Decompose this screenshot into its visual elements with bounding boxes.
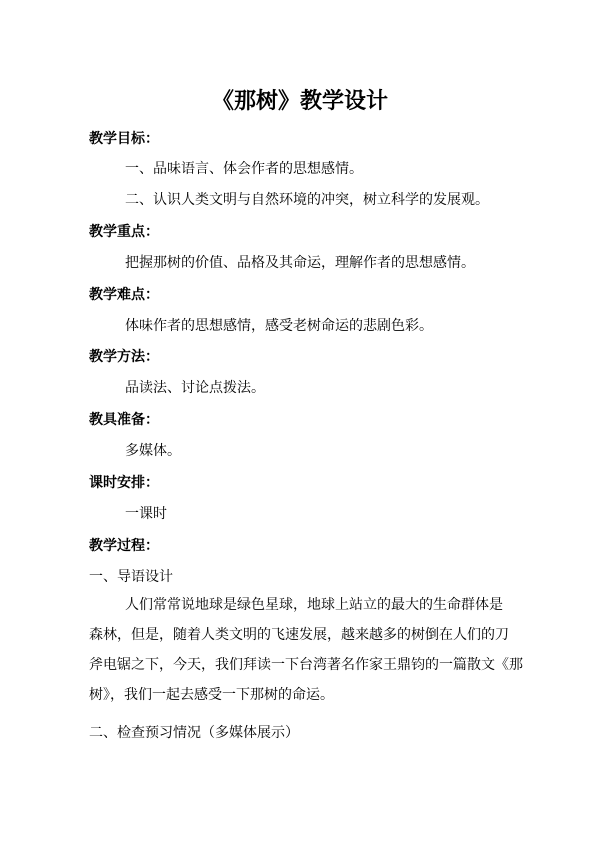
heading-tools: 教具准备：: [89, 412, 159, 428]
intro-line-4: 树》，我们一起去感受一下那树的命运。: [89, 687, 334, 703]
schedule-text: 一课时: [125, 506, 167, 522]
intro-paragraph: [89, 590, 523, 710]
intro-line-2: 森林，但是，随着人类文明的飞速发展，越来越多的树倒在人们的刀: [89, 627, 509, 643]
heading-teaching-goals: 教学目标：: [89, 131, 159, 147]
heading-methods: 教学方法：: [89, 349, 159, 365]
goal-item-1: 一、品味语言、体会作者的思想感情。: [125, 161, 363, 177]
methods-text: 品读法、讨论点拨法。: [125, 380, 265, 396]
process-step-1-title: 一、导语设计: [89, 569, 173, 585]
heading-schedule: 课时安排：: [89, 475, 159, 491]
heading-difficulties: 教学难点：: [89, 287, 159, 303]
intro-line-1: 人们常常说地球是绿色星球，地球上站立的最大的生命群体是: [125, 597, 503, 613]
intro-line-3: 斧电锯之下，今天，我们拜读一下台湾著名作家王鼎钧的一篇散文《那: [89, 657, 523, 673]
goal-item-2: 二、认识人类文明与自然环境的冲突，树立科学的发展观。: [125, 192, 489, 208]
heading-key-points: 教学重点：: [89, 224, 159, 240]
difficulties-text: 体味作者的思想感情，感受老树命运的悲剧色彩。: [125, 318, 433, 334]
key-points-text: 把握那树的价值、品格及其命运，理解作者的思想感情。: [125, 255, 475, 271]
document-title: 《那树》教学设计: [211, 89, 388, 114]
heading-process: 教学过程：: [89, 538, 159, 554]
tools-text: 多媒体。: [125, 443, 181, 459]
process-step-2-title: 二、检查预习情况（多媒体展示）: [89, 725, 299, 741]
